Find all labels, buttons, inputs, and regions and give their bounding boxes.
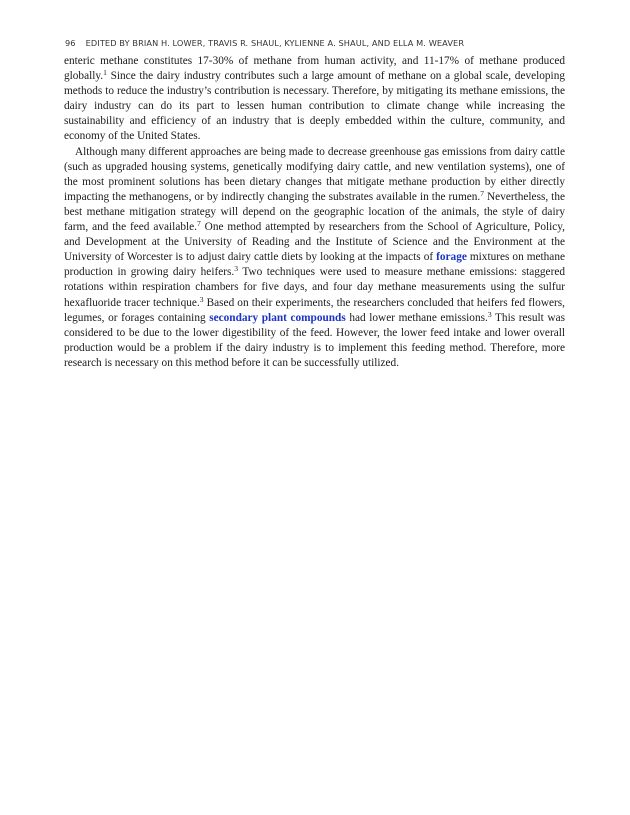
- page-number: 96: [65, 38, 76, 48]
- forage-link[interactable]: forage: [436, 251, 467, 264]
- footnote-ref[interactable]: 7: [480, 188, 485, 198]
- paragraph-text: Based on their experiments, the researchers concluded that heifers fed flowers, legumes, or forages containing: [64, 296, 565, 324]
- body-text: [64, 54, 565, 371]
- footnote-ref[interactable]: 3: [487, 309, 492, 319]
- paragraph-text: This result was considered to be due to the lower digestibility of the feed. However, the lower feed intake and lower overall production would be a problem if the dairy industry is to implement this feeding method. Therefore, more research is necessary on this method before it can be successfully utilized.: [64, 311, 565, 369]
- footnote-ref[interactable]: 1: [103, 68, 107, 78]
- footnote-ref[interactable]: 3: [199, 294, 204, 304]
- paragraph-text: enteric methane constitutes 17-30% of methane from human activity, and 11-17% of methane produced globally.: [64, 55, 565, 83]
- paragraph-text: Nevertheless, the best methane mitigation strategy will depend on the geographic location of the animals, the style of dairy farm, and the feed available.: [64, 190, 565, 234]
- paragraph-text: mixtures on methane production in growing dairy heifers.: [64, 251, 565, 279]
- footnote-ref[interactable]: 7: [196, 219, 201, 229]
- paragraph-text: Although many different approaches are being made to decrease greenhouse gas emissions from dairy cattle (such as upgraded housing systems, genetically modifying dairy cattle, and new ventilation systems), one of the most prominent solutions has been dietary changes that mitigate methane production by either directly impacting the methanogens, or by indirectly changing the substrates available in the rumen.: [64, 145, 565, 203]
- footnote-ref[interactable]: 3: [234, 264, 239, 274]
- paragraph-1: [64, 54, 565, 145]
- header-authors: EDITED BY BRIAN H. LOWER, TRAVIS R. SHAUL, KYLIENNE A. SHAUL, AND ELLA M. WEAVER: [85, 38, 465, 48]
- paragraph-text: One method attempted by researchers from the School of Agriculture, Policy, and Development at the University of Reading and the Institute of Science and the Environment at the University of Worcester is to adjust dairy cattle diets by looking at the impacts of: [64, 221, 565, 264]
- running-header: [65, 38, 464, 48]
- paragraph-text: Two techniques were used to measure methane emissions: staggered rotations within respiration chambers for five days, and four day methane measurements using the sulfur hexafluoride tracer technique.: [64, 266, 565, 309]
- paragraph-text: Since the dairy industry contributes such a large amount of methane on a global scale, developing methods to reduce the industry’s contribution is necessary. Therefore, by mitigating its methane emissions, the dairy industry can do its part to lessen human contribution to climate change while increasing the sustainability and efficiency of an industry that is deeply embedded within the culture, community, and economy of the United States.: [64, 70, 565, 143]
- paragraph-text: had lower methane emissions.: [345, 311, 488, 324]
- paragraph-2: [64, 145, 565, 371]
- secondary-plant-compounds-link[interactable]: secondary plant compounds: [209, 311, 346, 324]
